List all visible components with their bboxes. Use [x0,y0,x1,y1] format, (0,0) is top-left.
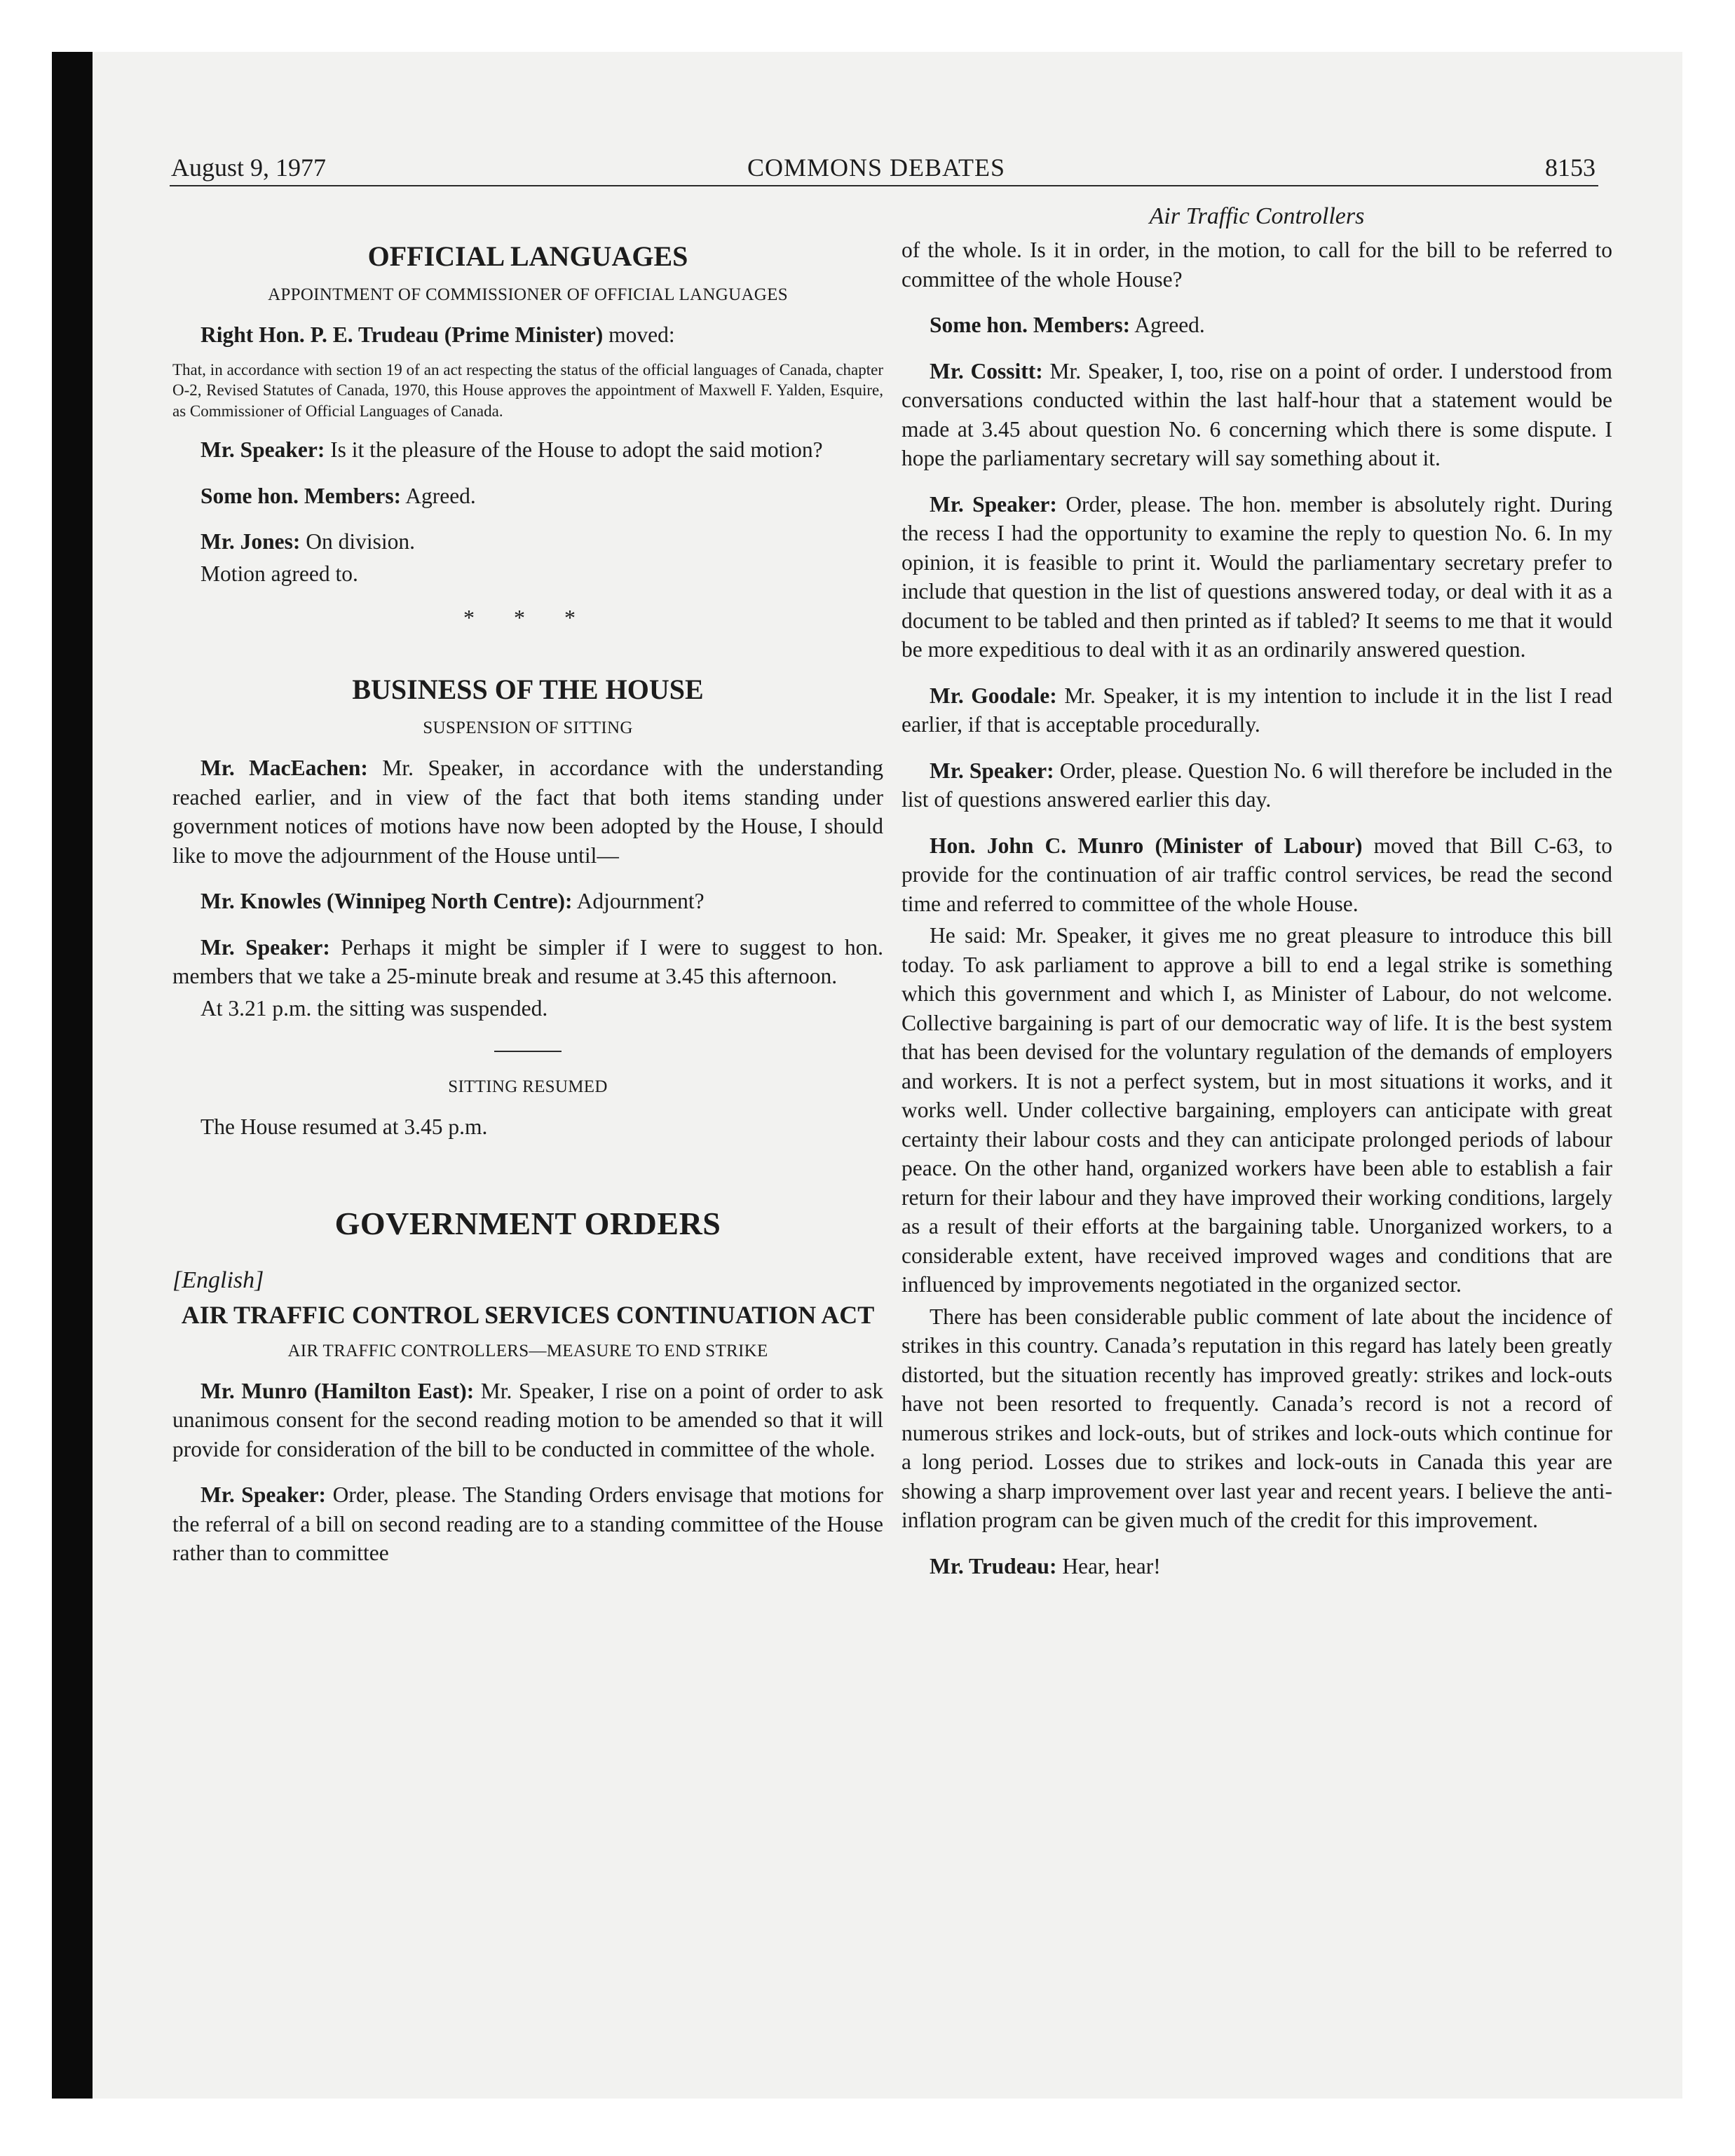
subheading-measure-to-end-strike: AIR TRAFFIC CONTROLLERS—MEASURE TO END STRIKE [287,1341,768,1360]
speaker-label: Mr. Munro (Hamilton East): [200,1378,475,1403]
paragraph-maceachen: Mr. MacEachen: Mr. Speaker, in accordance with the understanding reached earlier, and in view of the fact that both items standing under government notices of motions have now been adopted by the House, I should like to move the adjournment of the House until— [172,756,883,868]
paragraph-speaker-4: Mr. Speaker: Order, please. The hon. member is absolutely right. During the recess I had the opportunity to examine the reply to question No. 6. In my opinion, it is feasible to print it. Would the parliamentary secretary prefer to include that question in the list of questions answered today, or deal with it as a document to be tabled and then printed as if tabled? It seems to me that it would be more expeditious to deal with it as an ordinarily answered question. [901,491,1612,662]
paragraph-knowles: Mr. Knowles (Winnipeg North Centre): Adjournment? [200,889,705,913]
speaker-label: Mr. Speaker: [200,934,330,960]
paragraph-cossitt: Mr. Cossitt: Mr. Speaker, I, too, rise on a point of order. I understood from conversations conducted within the last half-hour that a statement would be made at 3.45 about question No. 6 concerning which there is some dispute. I hope the parliamentary secretary will say something about it. [901,358,1613,470]
speaker-label: Mr. Speaker: [200,437,325,462]
motion-text: That, in accordance with section 19 of an act respecting the status of the official languages of Canada, chapter O-2, Revised Statutes of Canada, 1970, this House approves the appointment of Maxwell F. Yalden, Esquire, as Commissioner of Official Languages of Canada. [172,360,883,420]
speaker-label: Mr. Jones: [200,529,301,554]
header-page-number: 8153 [1545,153,1595,182]
paragraph-members-agreed: Some hon. Members: Agreed. [200,483,476,508]
paragraph-munro-point-of-order: Mr. Munro (Hamilton East): Mr. Speaker, I rise on a point of order to ask unanimous consent for the second reading motion to be amended so that it will provide for consideration of the bill to be conducted in committee of the whole. [172,1378,883,1461]
scan-edge-bar [52,52,93,2099]
resumed-note: The House resumed at 3.45 p.m. [200,1114,488,1139]
act-title: AIR TRAFFIC CONTROL SERVICES CONTINUATION ACT [181,1300,875,1329]
speaker-label: Mr. Cossitt: [930,358,1043,383]
speaker-label: Some hon. Members: [930,313,1131,337]
heading-government-orders: GOVERNMENT ORDERS [334,1205,721,1241]
section-stars: * * * [463,605,592,630]
paragraph-munro-moved: Hon. John C. Munro (Minister of Labour) moved that Bill C-63, to provide for the continuation of air traffic control services, be read the second time and referred to committee of the whole House. [901,833,1612,916]
subheading-appointment: APPOINTMENT OF COMMISSIONER OF OFFICIAL LANGUAGES [268,285,788,304]
header-title: COMMONS DEBATES [747,153,1006,182]
paragraph-speaker-1: Mr. Speaker: Is it the pleasure of the House to adopt the said motion? [200,437,823,462]
paragraph-continued: of the whole. Is it in order, in the motion, to call for the bill to be referred to committee of the whole House? [901,238,1612,292]
paragraph-trudeau-hear-hear: Mr. Trudeau: Hear, hear! [930,1553,1161,1578]
speaker-label: Mr. Speaker: [930,491,1057,517]
paragraph-speaker-5: Mr. Speaker: Order, please. Question No. 6 will therefore be included in the list of questions answered earlier this day. [901,758,1612,812]
speaker-label: Mr. Speaker: [200,1482,327,1507]
paragraph-goodale: Mr. Goodale: Mr. Speaker, it is my intention to include it in the list I read earlier, if that is acceptable procedurally. [901,683,1612,737]
paragraph-jones: Mr. Jones: On division. [200,529,415,554]
speaker-label: Mr. Goodale: [930,683,1057,708]
header-rule [170,185,1598,186]
left-column [172,240,883,1585]
heading-business-of-house: BUSINESS OF THE HOUSE [352,674,704,705]
paragraph-speaker-2: Mr. Speaker: Perhaps it might be simpler if I were to suggest to hon. members that we take a 25-minute break and resume at 3.45 this afternoon. [172,934,884,988]
running-head: Air Traffic Controllers [1149,203,1365,229]
paragraph-members-agreed-2: Some hon. Members: Agreed. [930,313,1205,337]
motion-agreed: Motion agreed to. [200,561,358,586]
short-rule [494,1051,562,1052]
subheading-suspension: SUSPENSION OF SITTING [423,718,633,737]
speaker-label: Mr. Knowles (Winnipeg North Centre): [200,889,573,913]
paragraph-he-said: He said: Mr. Speaker, it gives me no great pleasure to introduce this bill today. To ask parliament to approve a bill to end a legal strike is something which this government and which I, as Minister of Labour, do not welcome. Collective bargaining is part of our democratic way of life. It is the best system that has been devised for the voluntary regulation of the demands of employers and workers. It is not a perfect system, but in most situations it works, and it works well. Under collective bargaining, employers can anticipate with great certainty their labour costs and they can anticipate prolonged periods of labour peace. On the other hand, organized workers have been able to establish a fair return for their labour and they have improved their working conditions, largely as a result of their efforts at the bargaining table. Unorganized workers, to a considerable extent, have received improved wages and conditions that are influenced by improvements negotiated in the organized sector. [901,923,1612,1297]
language-tag: [English] [172,1267,264,1293]
speaker-label: Mr. MacEachen: [200,756,368,780]
paragraph-there-has-been: There has been considerable public comment of late about the incidence of strikes in this country. Canada’s reputation in this regard has lately been greatly distorted, but the situation recently has improved greatly: strikes and lock-outs have not been resorted to frequently. Canada’s record is not a record of numerous strikes and lock-outs, but of strikes and lock-outs which continue for a long period. Losses due to strikes and lock-outs in Canada this year are showing a sharp improvement over last year and recent years. I believe the anti-inflation program can be given much of the credit for this improvement. [901,1304,1612,1532]
speaker-label: Mr. Speaker: [930,758,1054,783]
header-date: August 9, 1977 [171,153,327,182]
suspended-note: At 3.21 p.m. the sitting was suspended. [200,995,548,1021]
speaker-trudeau: Right Hon. P. E. Trudeau (Prime Minister) [200,322,604,347]
paragraph-speaker-3: Mr. Speaker: Order, please. The Standing Orders envisage that motions for the referral of a bill on second reading are to a standing committee of the House rather than to committee [172,1482,883,1565]
speaker-label: Mr. Trudeau: [930,1553,1057,1578]
heading-official-languages: OFFICIAL LANGUAGES [367,240,688,272]
speaker-label: Some hon. Members: [200,483,402,508]
speaker-label: Hon. John C. Munro (Minister of Labour) [930,833,1363,858]
paragraph-trudeau-moved: Right Hon. P. E. Trudeau (Prime Minister) moved: [200,322,675,347]
subheading-sitting-resumed: SITTING RESUMED [448,1077,608,1096]
right-column [901,203,1612,1597]
